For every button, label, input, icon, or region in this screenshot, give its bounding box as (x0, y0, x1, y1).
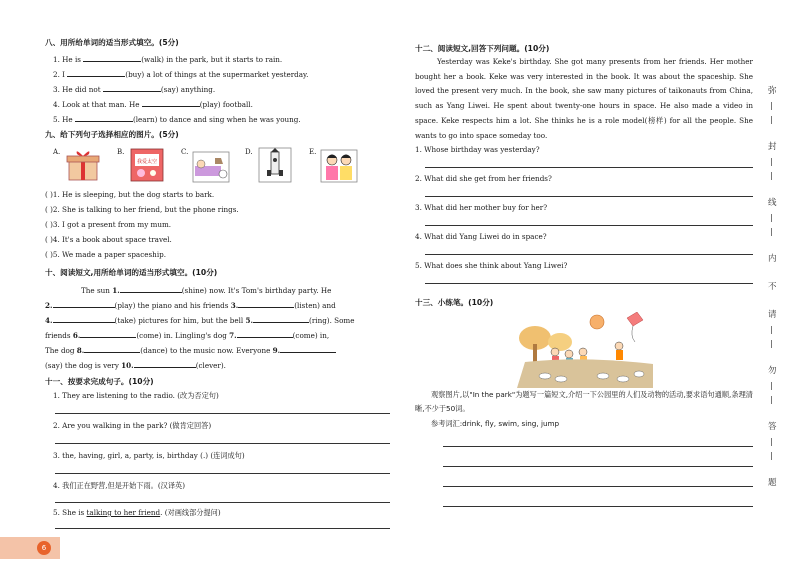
s10-blank-2[interactable] (53, 299, 115, 308)
s10-text: (ring). Some (309, 316, 355, 325)
s10-text: (say) the dog is very (45, 361, 122, 370)
s10-line-4 (45, 329, 390, 341)
margin-dash (771, 396, 772, 404)
s10-num: 10. (121, 361, 134, 370)
s12-answer-line-3[interactable] (425, 225, 753, 226)
section-11-title: 十一、按要求完成句子。(10分) (45, 377, 154, 386)
s10-text: (shine) now. It's Tom's birthday party. He (181, 286, 332, 295)
s8-item-2-post: (buy) a lot of things at the supermarket yesterday. (125, 70, 309, 79)
s12-question-5: 5. What does she think about Yang Liwei? (415, 261, 568, 270)
margin-char: 勿 (768, 366, 777, 376)
s11-item-2: 2. Are you walking in the park? (做肯定回答) (53, 421, 212, 430)
section-12-title: 十二、阅读短文,回答下列问题。(10分) (415, 44, 550, 53)
margin-char: 不 (768, 282, 777, 292)
s10-text: The dog (45, 346, 77, 355)
picture-c (181, 146, 237, 186)
seal-margin (760, 40, 790, 510)
s8-item-1-pre: 1. He is (53, 55, 84, 64)
s8-item-1-post: (walk) in the park, but it starts to rain. (141, 55, 283, 64)
s11-item-5 (45, 509, 390, 518)
margin-dash (771, 452, 772, 460)
s10-num: 1. (112, 286, 120, 295)
s10-text: (dance) to the music now. Everyone (140, 346, 273, 355)
s11-answer-line-3[interactable] (55, 473, 390, 474)
s10-num: 5. (245, 316, 254, 325)
s8-blank-3[interactable] (103, 83, 161, 92)
margin-dash (771, 172, 772, 180)
s10-blank-1[interactable] (120, 284, 182, 293)
s10-text: The sun (81, 286, 113, 295)
s8-item-3 (45, 83, 390, 95)
margin-char: 内 (768, 254, 777, 264)
s11-answer-line-4[interactable] (55, 502, 390, 503)
s8-item-4-post: (play) football. (199, 100, 253, 109)
s12-passage: Yesterday was Keke's birthday. She got many presents from her friends. Her mother bought her a book. Keke was very interested in the book. It was about the spaceship. She loved the present very much. In the book, she saw many pictures of taikonauts from China, such as Yang Liwei. He spent about twenty-one hours in space. He also made a video in space. Keke respects him a lot. She thinks he is a role model(榜样) for all the people. She wants to go into space someday too. (415, 57, 753, 140)
s12-question-2: 2. What did she get from her friends? (415, 174, 552, 183)
margin-char: 答 (768, 422, 777, 432)
s8-item-5 (45, 113, 390, 125)
s10-blank-6[interactable] (80, 329, 136, 338)
s9-picture-row (55, 146, 375, 188)
s10-blank-9[interactable] (280, 344, 336, 353)
s9-item-4: ( )4. It's a book about space travel. (45, 235, 172, 244)
space-book-icon (127, 146, 167, 184)
s10-text: (clever). (195, 361, 226, 370)
s11-underlined-phrase: talking to her friend (86, 508, 161, 517)
margin-char: 封 (768, 142, 777, 152)
s11-answer-line-5[interactable] (55, 528, 390, 529)
picture-b-letter: B. (117, 148, 125, 156)
margin-dash (771, 382, 772, 390)
margin-dash (771, 102, 772, 110)
right-column (415, 0, 753, 566)
s9-item-5: ( )5. We made a paper spaceship. (45, 250, 167, 259)
s10-text: (take) pictures for him, but the bell (114, 316, 246, 325)
s13-prompt: 观察图片,以"In the park"为题写一篇短文,介绍一下公园里的人们及动物的活动,要求语句通顺,条理清晰,不少于50词。 (415, 390, 753, 413)
margin-char: 线 (768, 198, 777, 208)
s12-answer-line-1[interactable] (425, 167, 753, 168)
writing-line-1[interactable] (443, 446, 753, 447)
picture-e (309, 146, 365, 186)
s8-blank-1[interactable] (83, 53, 141, 62)
svg-text:我爱太空: 我爱太空 (136, 159, 158, 165)
section-10-title: 十、阅读短文,用所给单词的适当形式填空。(10分) (45, 268, 218, 277)
margin-dash (771, 214, 772, 222)
park-scene-illustration (515, 312, 655, 388)
s11-answer-line-1[interactable] (55, 413, 390, 414)
margin-dash (771, 228, 772, 236)
picture-e-letter: E. (309, 148, 317, 156)
section-13-title: 十三、小练笔。(10分) (415, 298, 494, 307)
s11-item-1: 1. They are listening to the radio. (改为否定句) (53, 391, 219, 400)
section-9-title: 九、给下列句子选择相应的图片。(5分) (45, 130, 179, 139)
s8-item-2-pre: 2. I (53, 70, 68, 79)
s12-answer-line-5[interactable] (425, 283, 753, 284)
s8-item-1 (45, 53, 390, 65)
page-number-bar (0, 537, 60, 559)
picture-a-letter: A. (53, 148, 61, 156)
s10-blank-7[interactable] (237, 329, 293, 338)
writing-line-2[interactable] (443, 466, 753, 467)
s8-item-3-pre: 3. He did not (53, 85, 103, 94)
picture-d (245, 146, 301, 186)
s10-text: (listen) and (294, 301, 336, 310)
girls-talking-phone-icon (319, 146, 359, 184)
s8-item-4 (45, 98, 390, 110)
s12-question-4: 4. What did Yang Liwei do in space? (415, 232, 547, 241)
margin-char: 请 (768, 310, 777, 320)
s8-item-5-pre: 5. He (53, 115, 75, 124)
margin-dash (771, 340, 772, 348)
margin-dash (771, 158, 772, 166)
s13-reference-words: 参考词汇:drink, fly, swim, sing, jump (431, 419, 560, 428)
s10-text: (come) in, (292, 331, 330, 340)
s10-blank-4[interactable] (53, 314, 115, 323)
s12-answer-line-4[interactable] (425, 254, 753, 255)
s10-blank-5[interactable] (253, 314, 309, 323)
picture-a (53, 146, 109, 186)
s12-question-3: 3. What did her mother buy for her? (415, 203, 548, 212)
s10-blank-10[interactable] (134, 359, 196, 368)
picture-d-letter: D. (245, 148, 253, 156)
left-column (45, 0, 390, 566)
s10-num: 9. (272, 346, 281, 355)
s11-item-3: 3. the, having, girl, a, party, is, birthday (.) (连词成句) (53, 451, 245, 460)
s9-item-3: ( )3. I got a present from my mum. (45, 220, 172, 229)
s10-line-3 (45, 314, 390, 326)
s11-answer-line-2[interactable] (55, 443, 390, 444)
s10-blank-8[interactable] (84, 344, 140, 353)
s10-num: 7. (229, 331, 237, 340)
s8-item-2 (45, 68, 390, 80)
s12-answer-line-2[interactable] (425, 196, 753, 197)
paper-spaceship-icon (255, 146, 295, 184)
s12-question-1: 1. Whose birthday was yesterday? (415, 145, 540, 154)
s10-num: 2. (45, 301, 53, 310)
s9-item-2: ( )2. She is talking to her friend, but the phone rings. (45, 205, 239, 214)
margin-dash (771, 116, 772, 124)
margin-char: 题 (768, 478, 777, 488)
s8-blank-4[interactable] (142, 98, 200, 107)
picture-b (117, 146, 173, 186)
writing-line-4[interactable] (443, 506, 753, 507)
sleeping-boy-dog-icon (191, 146, 231, 184)
page-number: 6 (37, 541, 51, 555)
s10-line-5 (45, 344, 390, 356)
s10-num: 6. (72, 331, 81, 340)
margin-char: 弥 (768, 86, 777, 96)
s11-item-5-text: 5. She is talking to her friend. (对画线部分提问) (53, 508, 221, 517)
s10-num: 4. (45, 316, 53, 325)
s8-item-4-pre: 4. Look at that man. He (53, 100, 142, 109)
s8-item-5-post: (learn) to dance and sing when he was young. (132, 115, 301, 124)
s10-num: 3. (230, 301, 239, 310)
s11-item-4: 4. 我们正在野营,但是开始下雨。(汉译英) (53, 481, 186, 490)
s8-item-3-post: (say) anything. (160, 85, 216, 94)
s10-text: (play) the piano and his friends (114, 301, 231, 310)
margin-dash (771, 326, 772, 334)
margin-dash (771, 438, 772, 446)
writing-line-3[interactable] (443, 486, 753, 487)
s10-line-1 (45, 284, 390, 296)
s10-blank-3[interactable] (238, 299, 294, 308)
s8-blank-2[interactable] (67, 68, 125, 77)
s10-text: friends (45, 331, 73, 340)
s10-text: (come) in. Lingling's dog (136, 331, 230, 340)
picture-c-letter: C. (181, 148, 189, 156)
s8-blank-5[interactable] (75, 113, 133, 122)
s10-line-2 (45, 299, 390, 311)
s10-num: 8. (76, 346, 85, 355)
s10-line-6 (45, 359, 390, 371)
section-8-title: 八、用所给单词的适当形式填空。(5分) (45, 38, 179, 47)
s9-item-1: ( )1. He is sleeping, but the dog starts to bark. (45, 190, 215, 199)
gift-box-icon (63, 146, 103, 184)
